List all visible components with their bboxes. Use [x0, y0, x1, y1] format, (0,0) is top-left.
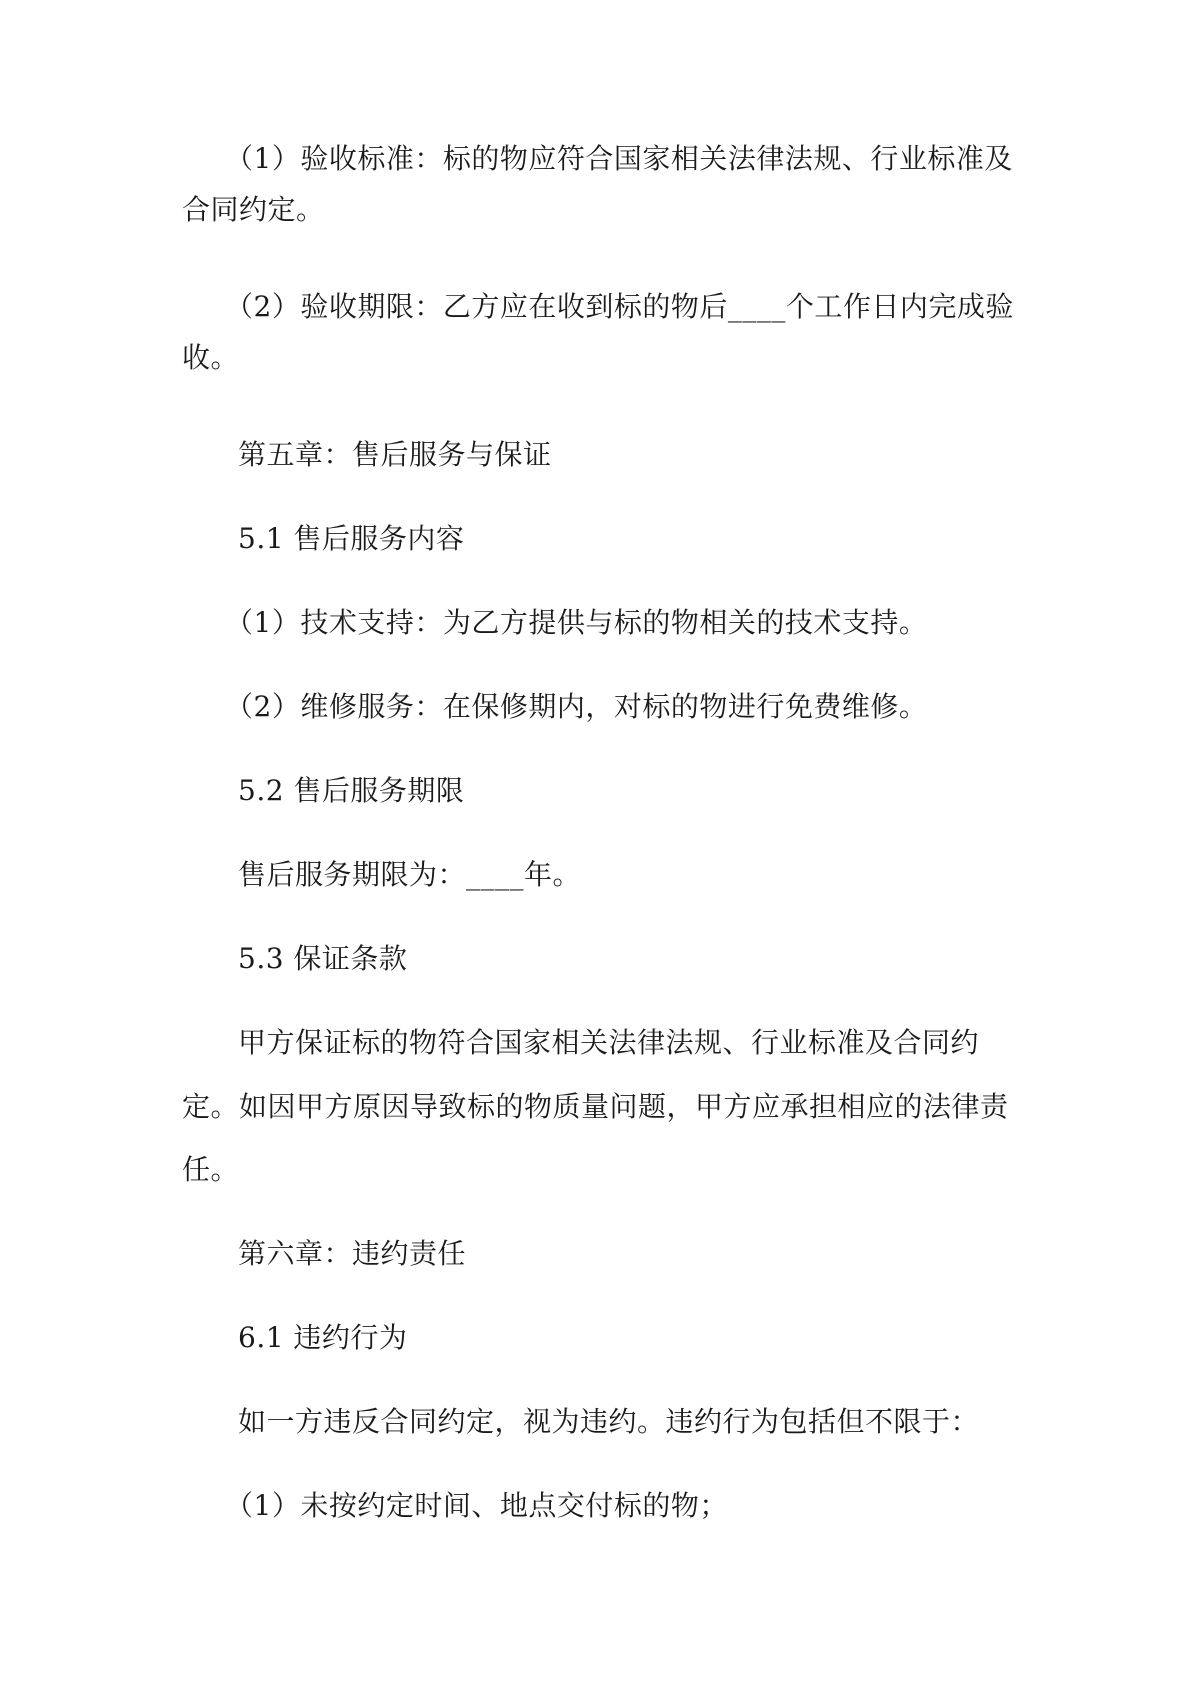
acceptance-standard-line-2: 合同约定。 — [182, 193, 325, 226]
service-period-line: 售后服务期限为：____年。 — [238, 858, 582, 891]
acceptance-standard-line-1: （1）验收标准：标的物应符合国家相关法律法规、行业标准及 — [225, 142, 1013, 175]
chapter-five-heading: 第五章：售后服务与保证 — [238, 438, 552, 471]
acceptance-period-line-2: 收。 — [182, 341, 240, 374]
breach-item-1: （1）未按约定时间、地点交付标的物； — [225, 1489, 728, 1522]
section-6-1-heading: 6.1 违约行为 — [238, 1321, 408, 1354]
section-5-2-heading: 5.2 售后服务期限 — [238, 774, 465, 807]
acceptance-period-line-1: （2）验收期限：乙方应在收到标的物后____个工作日内完成验 — [225, 290, 1014, 323]
guarantee-paragraph-line-2: 定。如因甲方原因导致标的物质量问题，甲方应承担相应的法律责 — [182, 1090, 1009, 1123]
guarantee-paragraph-line-3: 任。 — [182, 1153, 240, 1186]
tech-support-item: （1）技术支持：为乙方提供与标的物相关的技术支持。 — [225, 606, 928, 639]
chapter-six-heading: 第六章：违约责任 — [238, 1237, 467, 1270]
repair-service-item: （2）维修服务：在保修期内，对标的物进行免费维修。 — [225, 690, 928, 723]
guarantee-paragraph-line-1: 甲方保证标的物符合国家相关法律法规、行业标准及合同约 — [238, 1026, 980, 1059]
section-5-1-heading: 5.1 售后服务内容 — [238, 522, 465, 555]
breach-definition-line: 如一方违反合同约定，视为违约。违约行为包括但不限于： — [238, 1405, 980, 1438]
section-5-3-heading: 5.3 保证条款 — [238, 942, 408, 975]
